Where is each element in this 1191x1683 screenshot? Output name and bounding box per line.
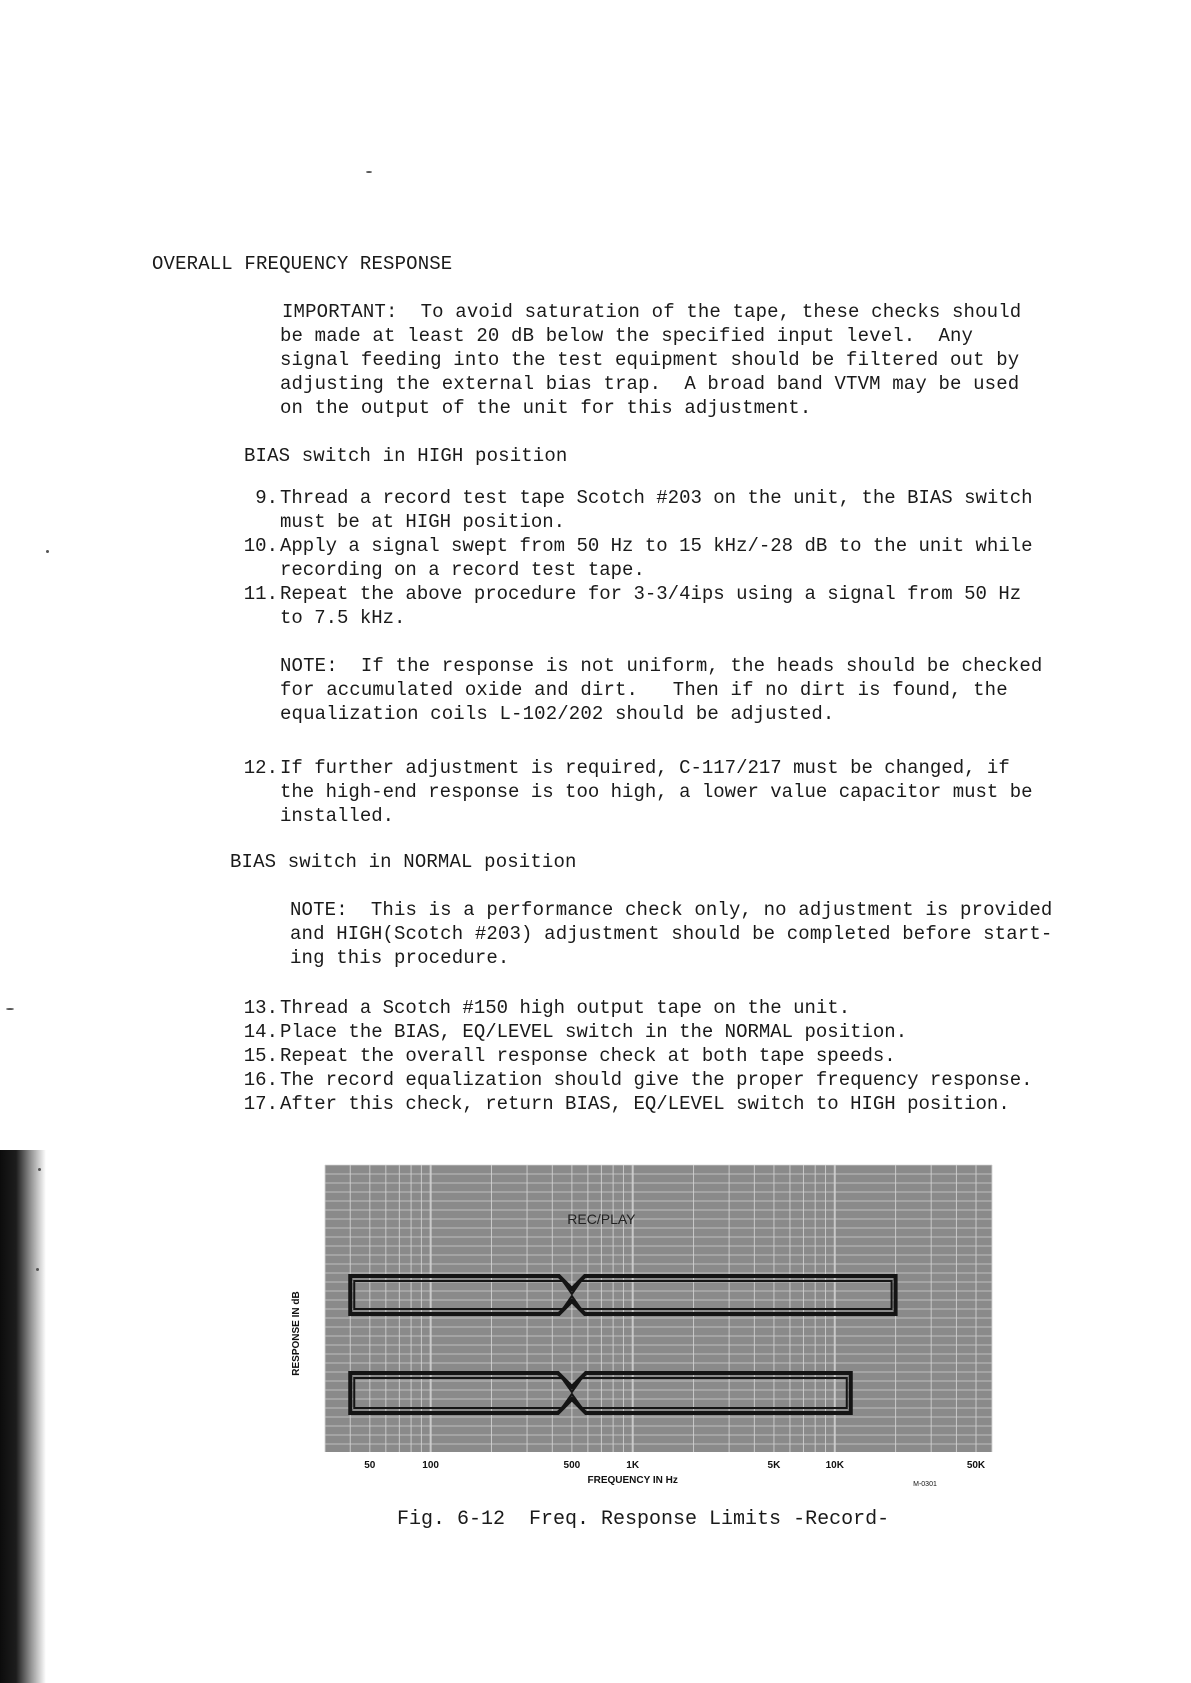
- step-text: After this check, return BIAS, EQ/LEVEL switch to HIGH position.: [280, 1093, 1010, 1115]
- note-line: equalization coils L-102/202 should be adjusted.: [280, 703, 835, 725]
- step-text: Repeat the overall response check at both tape speeds.: [280, 1045, 896, 1067]
- x-tick-label: 100: [422, 1460, 439, 1471]
- step-17: [226, 1092, 1126, 1116]
- step-13: [226, 996, 1126, 1020]
- step-11: [0, 582, 1191, 630]
- step-text: Repeat the above procedure for 3-3/4ips using a signal from 50 Hz to 7.5 kHz.: [280, 583, 1022, 629]
- normal-heading: BIAS switch in NORMAL position: [230, 851, 577, 873]
- step-number: 16.: [243, 1069, 278, 1091]
- step-9: [0, 486, 1191, 534]
- y-axis-label: RESPONSE IN dB: [291, 1291, 302, 1376]
- x-tick-label: 1K: [626, 1460, 640, 1471]
- figure-code: M-0301: [913, 1481, 937, 1488]
- important-line: IMPORTANT: To avoid saturation of the tape, these checks should: [282, 301, 1022, 323]
- step-text: Thread a record test tape Scotch #203 on the unit, the BIAS switch must be at HIGH position.: [280, 487, 1033, 533]
- x-tick-label: 50: [364, 1460, 376, 1471]
- scan-speck: [366, 171, 372, 173]
- step-10: [0, 534, 1191, 582]
- scan-edge-shadow: [0, 1150, 46, 1683]
- x-tick-label: 500: [563, 1460, 581, 1471]
- frequency-response-figure: [285, 1160, 1005, 1490]
- important-line: signal feeding into the test equipment should be filtered out by: [280, 349, 1020, 371]
- x-tick-label: 5K: [767, 1460, 781, 1471]
- x-tick-label: 50K: [966, 1460, 986, 1471]
- scan-speck: [36, 1268, 39, 1271]
- step-14: [226, 1020, 1126, 1044]
- step-text: Thread a Scotch #150 high output tape on the unit.: [280, 997, 851, 1019]
- step-number: 12.: [243, 757, 278, 779]
- x-tick-label: 10K: [825, 1460, 844, 1471]
- chart-title: REC/PLAY: [567, 1211, 636, 1227]
- note-line: NOTE: If the response is not uniform, the heads should be checked: [280, 655, 1043, 677]
- note-line: ing this procedure.: [290, 947, 510, 969]
- step-number: 9.: [255, 487, 278, 509]
- frequency-response-chart: [285, 1160, 1005, 1490]
- x-axis-label: FREQUENCY IN Hz: [587, 1475, 678, 1486]
- step-12: [0, 756, 1191, 828]
- step-text: Place the BIAS, EQ/LEVEL switch in the NORMAL position.: [280, 1021, 908, 1043]
- scan-speck: [6, 1008, 14, 1010]
- note-line: and HIGH(Scotch #203) adjustment should be completed before start-: [290, 923, 1053, 945]
- note-line: for accumulated oxide and dirt. Then if no dirt is found, the: [280, 679, 1008, 701]
- step-16: [226, 1068, 1126, 1092]
- step-text: Apply a signal swept from 50 Hz to 15 kHz/-28 dB to the unit while recording on a record test tape.: [280, 535, 1033, 581]
- high-heading: BIAS switch in HIGH position: [244, 445, 568, 467]
- figure-caption: Fig. 6-12 Freq. Response Limits -Record-: [397, 1508, 890, 1531]
- step-number: 10.: [243, 535, 278, 557]
- step-number: 11.: [243, 583, 278, 605]
- step-text: The record equalization should give the proper frequency response.: [280, 1069, 1033, 1091]
- note-line: NOTE: This is a performance check only, no adjustment is provided: [290, 899, 1053, 921]
- step-text: If further adjustment is required, C-117/217 must be changed, if the high-end response is too high, a lower value capacitor must be installed.: [280, 757, 1033, 827]
- section-title: OVERALL FREQUENCY RESPONSE: [152, 253, 453, 275]
- step-number: 15.: [243, 1045, 278, 1067]
- step-number: 13.: [243, 997, 278, 1019]
- step-15: [226, 1044, 1126, 1068]
- step-number: 17.: [243, 1093, 278, 1115]
- scan-speck: [38, 1168, 41, 1171]
- important-line: on the output of the unit for this adjustment.: [280, 397, 812, 419]
- important-line: be made at least 20 dB below the specified input level. Any: [280, 325, 974, 347]
- step-number: 14.: [243, 1021, 278, 1043]
- important-line: adjusting the external bias trap. A broad band VTVM may be used: [280, 373, 1020, 395]
